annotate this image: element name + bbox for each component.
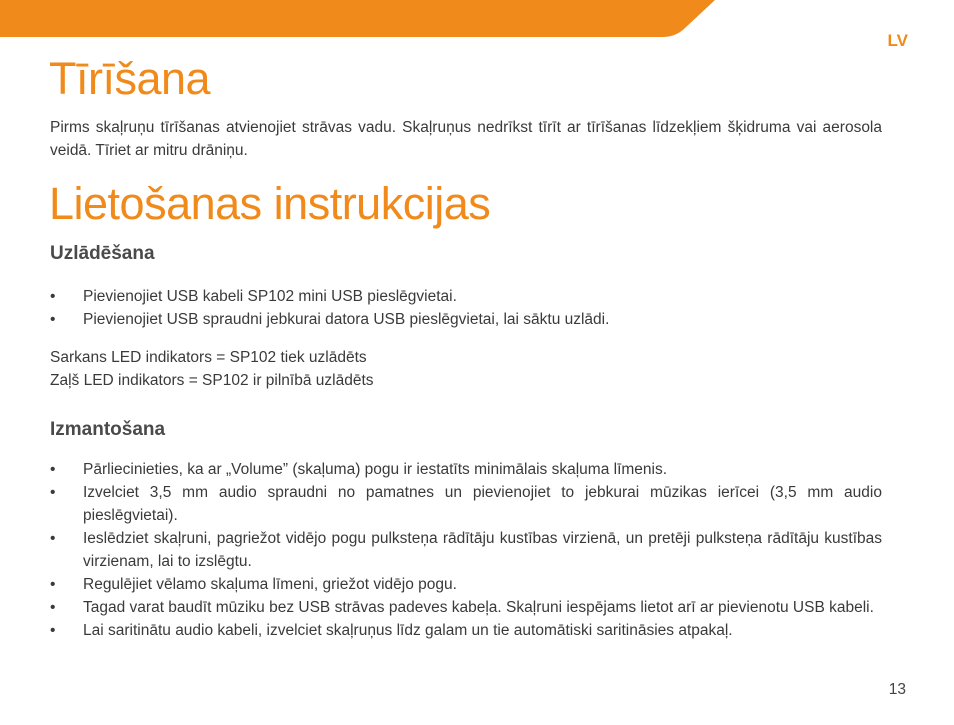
led-green-line: Zaļš LED indikators = SP102 ir pilnībā uzlādēts — [50, 372, 374, 389]
bullet-icon: • — [50, 484, 56, 501]
orange-header-banner — [0, 0, 954, 37]
list-item: • Lai saritinātu audio kabeli, izvelciet skaļruņus līdz galam un tie automātiski saritināsies atpakaļ. — [50, 619, 882, 642]
list-item: • Ieslēdziet skaļruni, pagriežot vidējo pogu pulksteņa rādītāju kustības virzienā, un pretēji pulksteņa rādītāju kustības virzienam, lai to izslēgtu. — [50, 527, 882, 573]
list-item: • Tagad varat baudīt mūziku bez USB strāvas padeves kabeļa. Skaļruni iespējams lietot arī ar pievienotu USB kabeli. — [50, 596, 882, 619]
list-item: • Pievienojiet USB spraudni jebkurai datora USB pieslēgvietai, lai sāktu uzlādi. — [50, 308, 882, 331]
cleaning-heading: Tīrīšana — [49, 53, 211, 104]
bullet-icon: • — [50, 576, 56, 593]
led-red-line: Sarkans LED indikators = SP102 tiek uzlādēts — [50, 349, 367, 366]
bullet-icon: • — [50, 311, 56, 328]
list-item: • Izvelciet 3,5 mm audio spraudni no pamatnes un pievienojiet to jebkurai mūzikas ierīcei (3,5 mm audio pieslēgvietai). — [50, 481, 882, 527]
page-number: 13 — [888, 681, 906, 698]
bullet-icon: • — [50, 461, 56, 478]
usage-subheading: Izmantošana — [50, 419, 166, 440]
bullet-icon: • — [50, 288, 56, 305]
cleaning-paragraph: Pirms skaļruņu tīrīšanas atvienojiet strāvas vadu. Skaļruņus nedrīkst tīrīt ar tīrīšanas līdzekļiem šķidruma vai aerosola veidā. Tīriet ar mitru drāniņu. — [50, 119, 882, 159]
list-item: • Pārliecinieties, ka ar „Volume” (skaļuma) pogu ir iestatīts minimālais skaļuma līmenis. — [50, 458, 882, 481]
bullet-icon: • — [50, 530, 56, 547]
instructions-heading: Lietošanas instrukcijas — [49, 178, 491, 229]
usage-list — [50, 458, 882, 642]
led-legend — [50, 346, 374, 392]
bullet-icon: • — [50, 599, 56, 616]
list-item: • Pievienojiet USB kabeli SP102 mini USB pieslēgvietai. — [50, 285, 882, 308]
charging-subheading: Uzlādēšana — [50, 243, 155, 264]
list-item: • Regulējiet vēlamo skaļuma līmeni, griežot vidējo pogu. — [50, 573, 882, 596]
language-code: LV — [887, 31, 908, 50]
charging-list — [50, 285, 882, 331]
bullet-icon: • — [50, 622, 56, 639]
